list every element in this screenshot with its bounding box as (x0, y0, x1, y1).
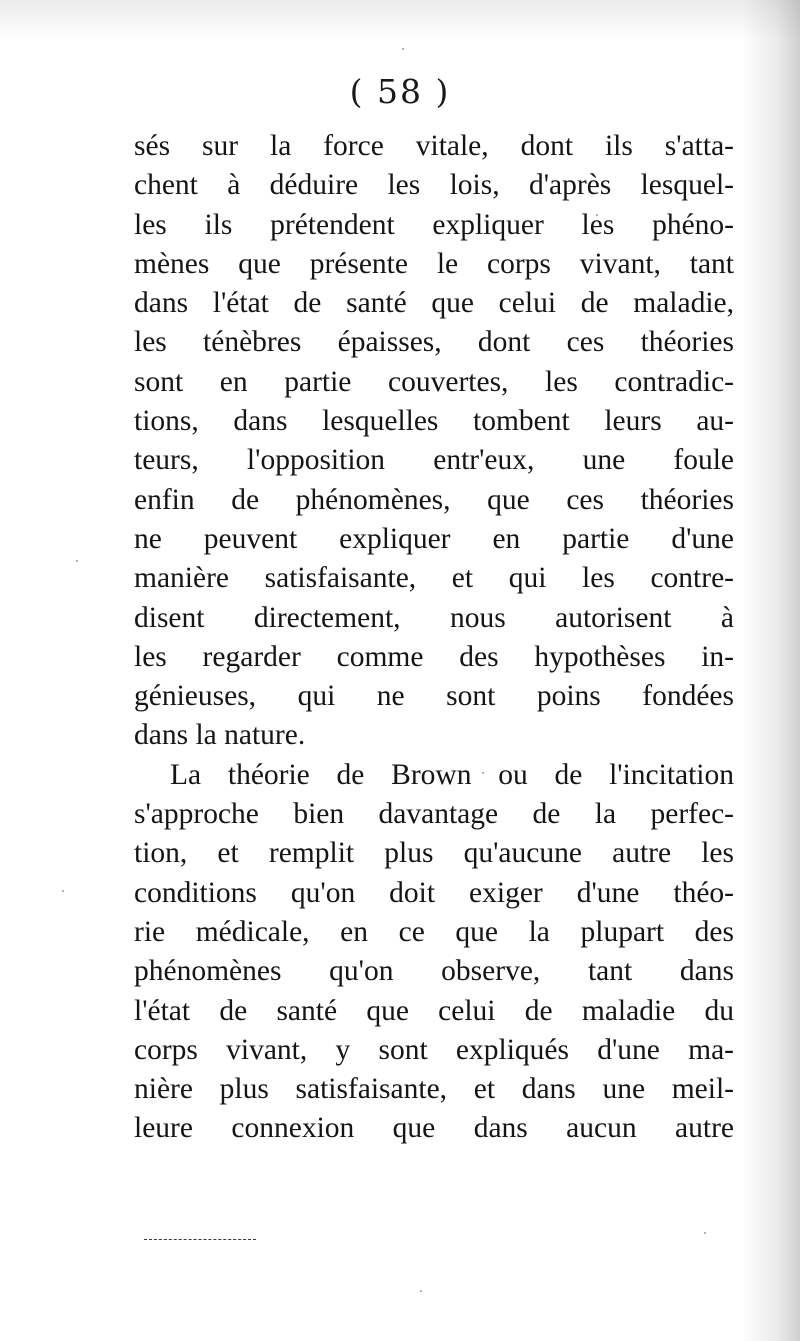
text-line: ne peuvent expliquer en partie d'une (134, 522, 734, 555)
paper-speck (62, 890, 64, 892)
text-line: sont en partie couvertes, les contradic- (134, 365, 734, 398)
text-line: les regarder comme des hypothèses in- (134, 640, 734, 673)
text-line: manière satisfaisante, et qui les contre- (134, 562, 734, 595)
text-line: teurs, l'opposition entr'eux, une foule (134, 444, 734, 477)
text-line: corps vivant, y sont expliqués d'une ma- (134, 1033, 734, 1066)
text-line: s'approche bien davantage de la perfec- (134, 798, 734, 831)
text-line: dans la nature. (134, 719, 306, 752)
text-line: rie médicale, en ce que la plupart des (134, 915, 734, 948)
text-line: disent directement, nous autorisent à (134, 601, 734, 634)
catchword-rule (144, 1239, 256, 1240)
text-line: sés sur la force vitale, dont ils s'atta- (134, 130, 734, 162)
page-top-shadow (0, 0, 800, 40)
text-line: tion, et remplit plus qu'aucune autre les (134, 837, 734, 870)
paper-speck (76, 560, 78, 562)
paragraph-2 (134, 756, 734, 1149)
text-line: phénomènes qu'on observe, tant dans (134, 955, 734, 988)
text-line: les ils prétendent expliquer les phéno- (134, 208, 734, 241)
paragraph-1 (134, 127, 734, 756)
paper-speck (420, 1290, 422, 1292)
page-number: ( 58 ) (349, 72, 451, 111)
text-line: les ténèbres épaisses, dont ces théories (134, 326, 734, 359)
text-line: l'état de santé que celui de maladie du (134, 994, 734, 1027)
text-line: La théorie de Brown ou de l'incitation (170, 758, 734, 791)
page-edge-shadow (742, 0, 800, 1341)
text-line: tions, dans lesquelles tombent leurs au- (134, 405, 734, 438)
text-line: nière plus satisfaisante, et dans une meil- (134, 1073, 734, 1106)
text-line: chent à déduire les lois, d'après lesquel- (134, 169, 734, 202)
text-line: conditions qu'on doit exiger d'une théo- (134, 876, 734, 909)
text-line: génieuses, qui ne sont poins fondées (134, 680, 734, 713)
body-text (134, 127, 734, 1149)
text-line: mènes que présente le corps vivant, tant (134, 247, 734, 280)
paper-speck (402, 48, 404, 50)
text-line: dans l'état de santé que celui de maladie, (134, 287, 734, 320)
text-line: leure connexion que dans aucun autre (134, 1112, 734, 1145)
text-line: enfin de phénomènes, que ces théories (134, 483, 734, 516)
paper-speck (704, 1232, 706, 1234)
